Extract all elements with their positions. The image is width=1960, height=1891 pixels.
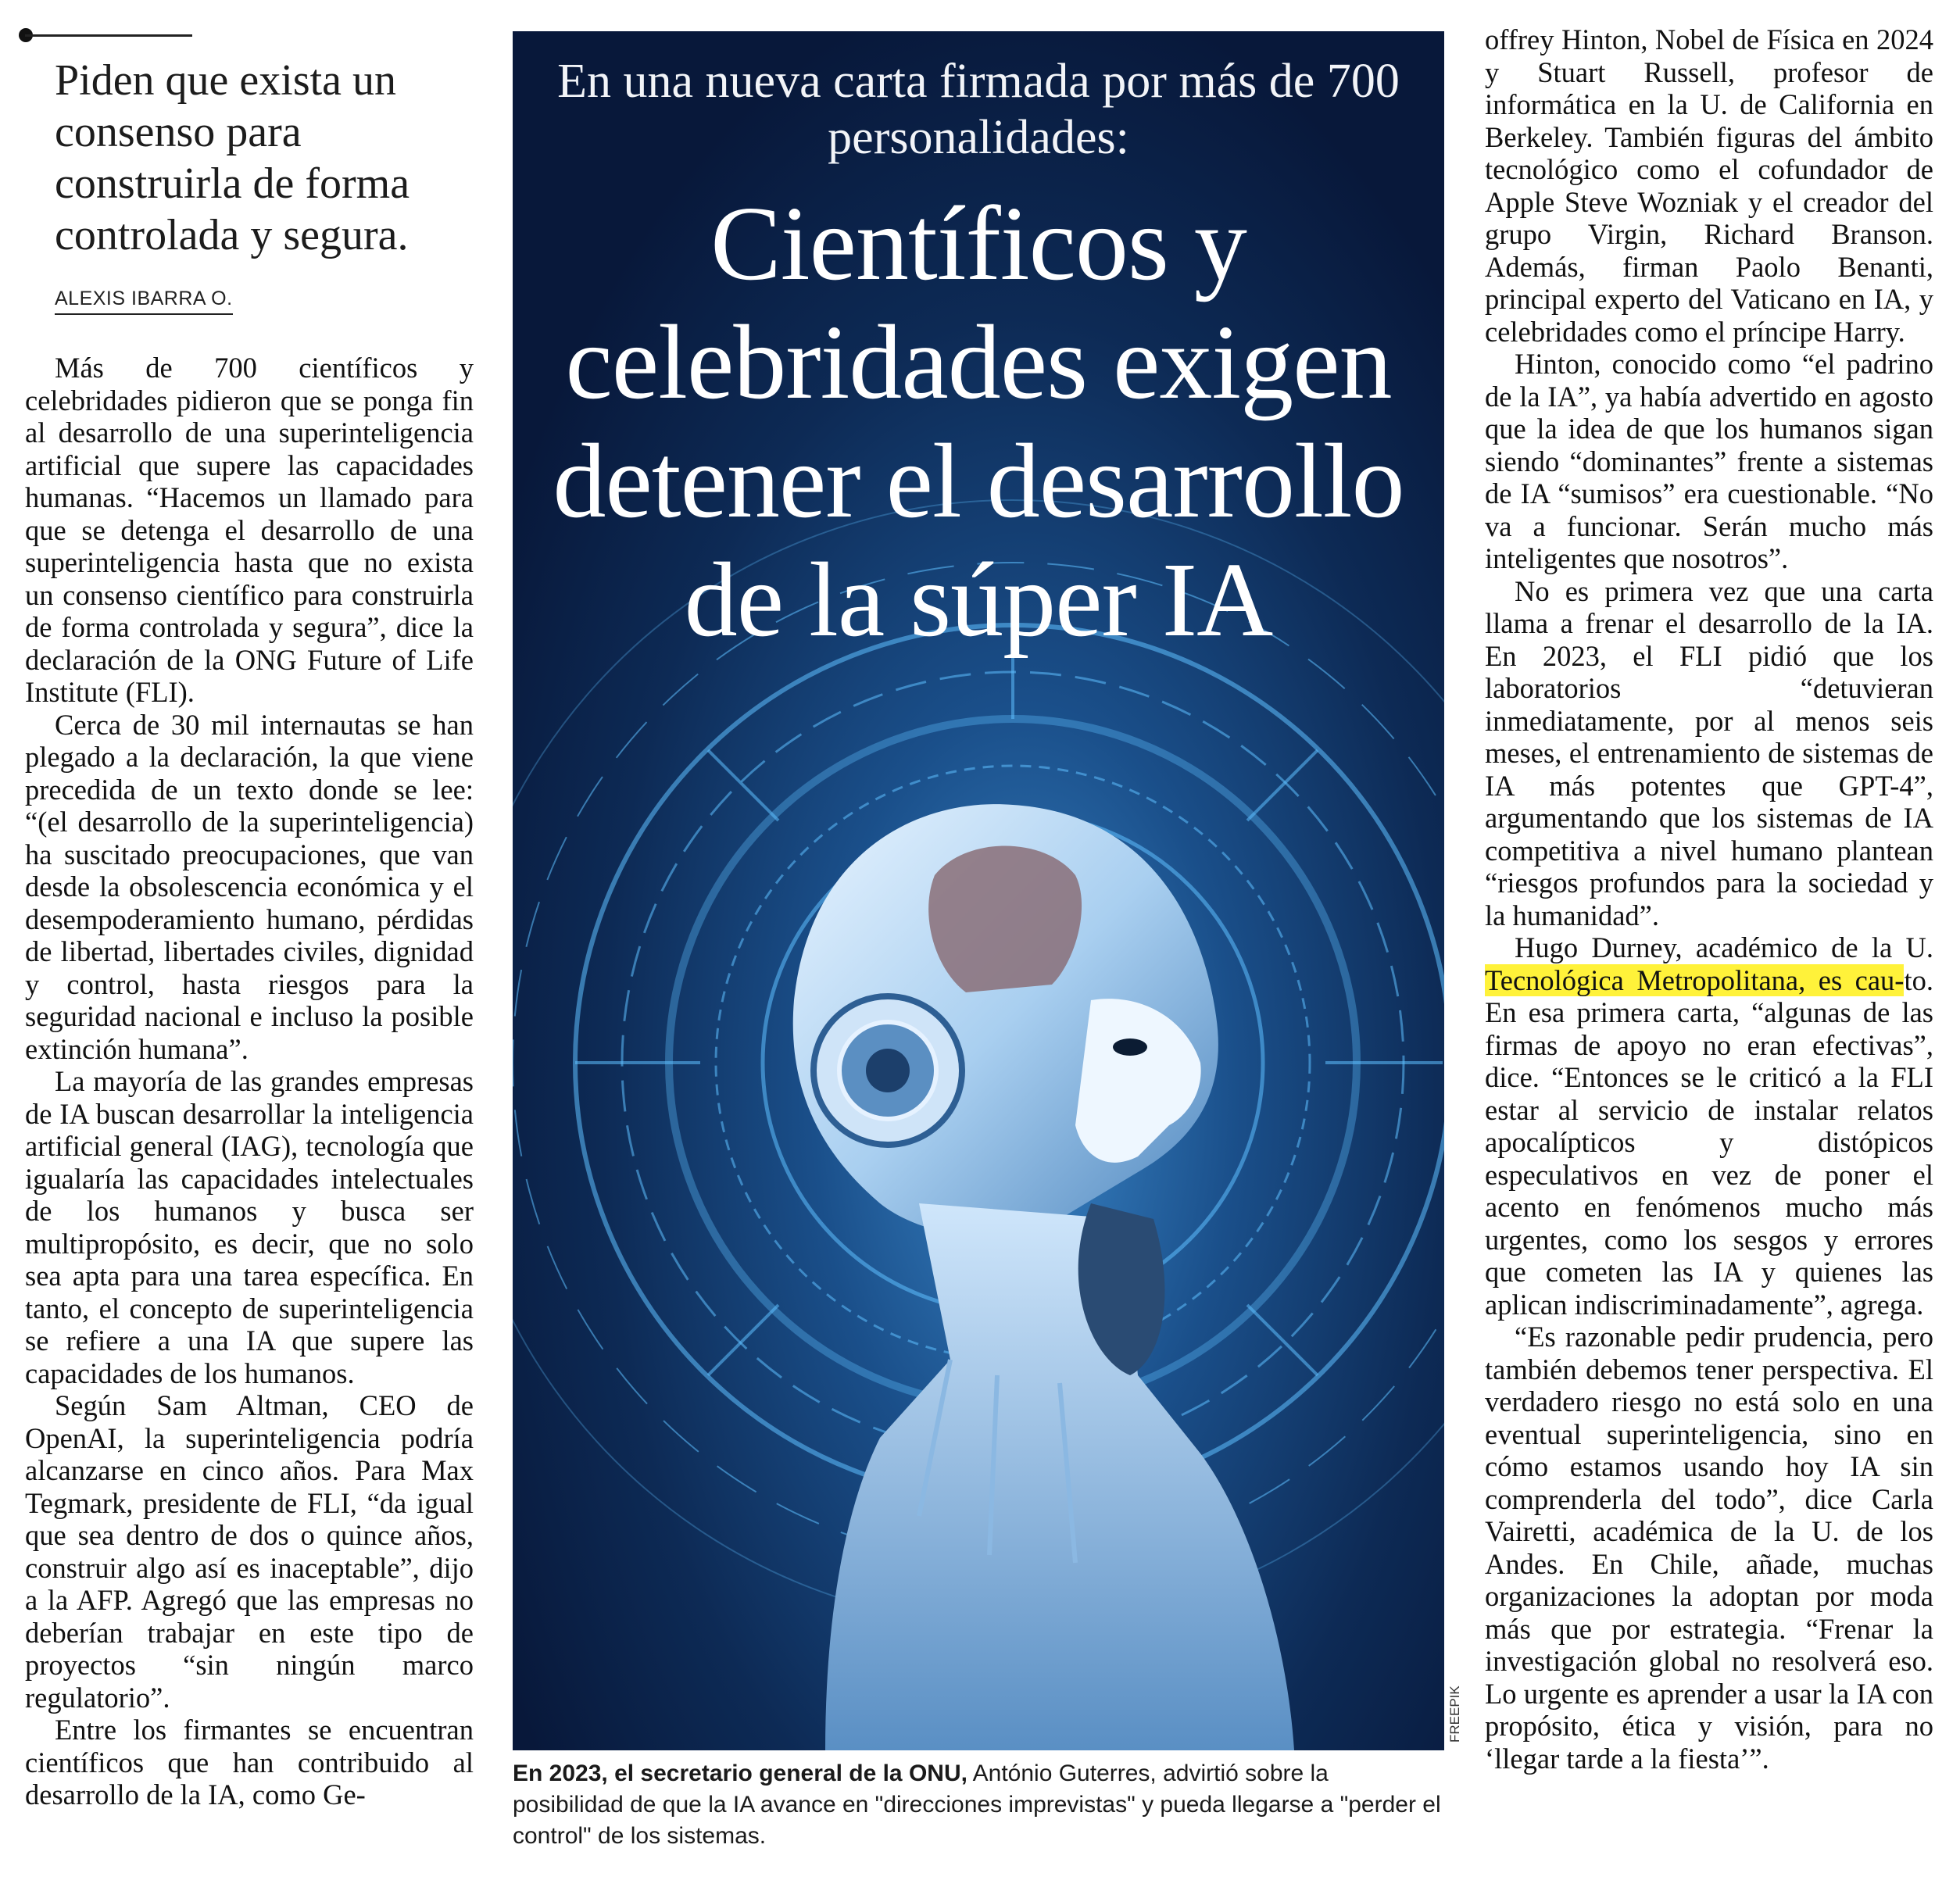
paragraph: “Es razonable pedir prudencia, pero también debemos tener perspectiva. El verdadero riesgo no está solo en una eventual superinteligencia, sino en cómo estamos usando hoy IA sin comprenderla del todo”, dice Carla Vairetti, académica de la U. de los Andes. En Chile, añade, muchas organizaciones la adoptan por moda más que por estrategia. “Frenar la investigación global no resolverá eso. Lo urgente es aprender a usar la IA con propósito, ética y visión, para no ‘llegar tarde a la fiesta’”. [1485, 1321, 1933, 1775]
paragraph: Hinton, conocido como “el padrino de la IA”, ya había advertido en agosto que la idea de que los humanos sigan siendo “dominantes” frente a sistemas de IA “sumisos” era cuestionable. “No va a funcionar. Serán mucho más inteligentes que nosotros”. [1485, 348, 1933, 574]
article-kicker: En una nueva carta firmada por más de 700 personalidades: [557, 55, 1400, 164]
right-body-text [1485, 23, 1933, 1775]
paragraph: La mayoría de las grandes empresas de IA buscan desarrollar la inteligencia artificial general (IAG), tecnología que igualaría las capacidades intelectuales de los humanos y busca ser multipropósito, es decir, que no solo sea apta para una tarea específica. En tanto, el concepto de superinteligencia se refiere a una IA que supere las capacidades de los humanos. [25, 1065, 474, 1389]
paragraph-rest: to. En esa primera carta, “algunas de las firmas de apoyo no eran efectivas”, dice. “Entonces se le criticó a la FLI estar al servicio de instalar relatos apocalípticos y distópicos especulativos en vez de poner el acento en fenómenos mucho más urgentes, como los sesgos y errores que cometen las IA y quienes las aplican indiscriminadamente”, agrega. [1485, 963, 1933, 1321]
paragraph: Según Sam Altman, CEO de OpenAI, la superinteligencia podría alcanzarse en cinco años. Para Max Tegmark, presidente de FLI, “da igual que sea dentro de dos o quince años, construir algo así es inaceptable”, dijo a la AFP. Agregó que las empresas no deberían trabajar en este tipo de proyectos “sin ningún marco regulatorio”. [25, 1389, 474, 1714]
paragraph: Entre los firmantes se encuentran científicos que han contribuido al desarrollo de la IA, como Ge- [25, 1714, 474, 1811]
article-byline: ALEXIS IBARRA O. [55, 288, 233, 315]
left-column [25, 22, 474, 1866]
paragraph-start: Hugo Durney, académico de la U. [1515, 931, 1933, 963]
highlighted-text: Tecnológica Metropolitana, es cau- [1485, 963, 1905, 996]
paragraph [1485, 931, 1933, 1321]
feature-image-panel [513, 31, 1444, 1750]
paragraph: No es primera vez que una carta llama a frenar el desarrollo de la IA. En 2023, el FLI pidió que los laboratorios “detuvieran inmediatamente, por al menos seis meses, el entrenamiento de sistemas de IA más potentes que GPT-4”, argumentando que los sistemas de IA competitiva a nivel humano plantean “riesgos profundos para la sociedad y la humanidad”. [1485, 574, 1933, 931]
article-deck: Piden que exista un consenso para construirla de forma controlada y segura. [55, 56, 410, 259]
left-body-text [25, 352, 474, 1811]
paragraph: offrey Hinton, Nobel de Física en 2024 y Stuart Russell, profesor de informática en la U. de California en Berkeley. También figuras del ámbito tecnológico como el cofundador de Apple Steve Wozniak y el creador del grupo Virgin, Richard Branson. Además, firman Paolo Benanti, principal experto del Vaticano en IA, y celebridades como el príncipe Harry. [1485, 23, 1933, 348]
right-column [1485, 23, 1933, 1875]
section-rule [25, 34, 192, 37]
paragraph: Cerca de 30 mil internautas se han plegado a la declaración, la que viene precedida de un texto donde se lee: “(el desarrollo de la superinteligencia) ha suscitado preocupaciones, que van desde la obsolescencia económica y el desempoderamiento humano, pérdidas de libertad, libertades civiles, dignidad y control, hasta riesgos para la seguridad nacional e incluso la posible extinción humana”. [25, 708, 474, 1065]
article-headline: Científicos y celebridades exigen detener el desarrollo de la súper IA [553, 185, 1404, 659]
caption-lead: En 2023, el secretario general de la ONU, [513, 1761, 967, 1786]
paragraph: Más de 700 científicos y celebridades pidieron que se ponga fin al desarrollo de una superinteligencia artificial que supere las capacidades humanas. “Hacemos un llamado para que se detenga el desarrollo de una superinteligencia hasta que no exista un consenso científico para construirla de forma controlada y segura”, dice la declaración de la ONG Future of Life Institute (FLI). [25, 352, 474, 708]
image-caption [513, 1758, 1444, 1852]
caption-text: António Guterres, advirtió sobre la posibilidad de que la IA avance en "direcciones imprevistas" y pueda llegarse a "perder el control" de los sistemas. [513, 1761, 1441, 1849]
